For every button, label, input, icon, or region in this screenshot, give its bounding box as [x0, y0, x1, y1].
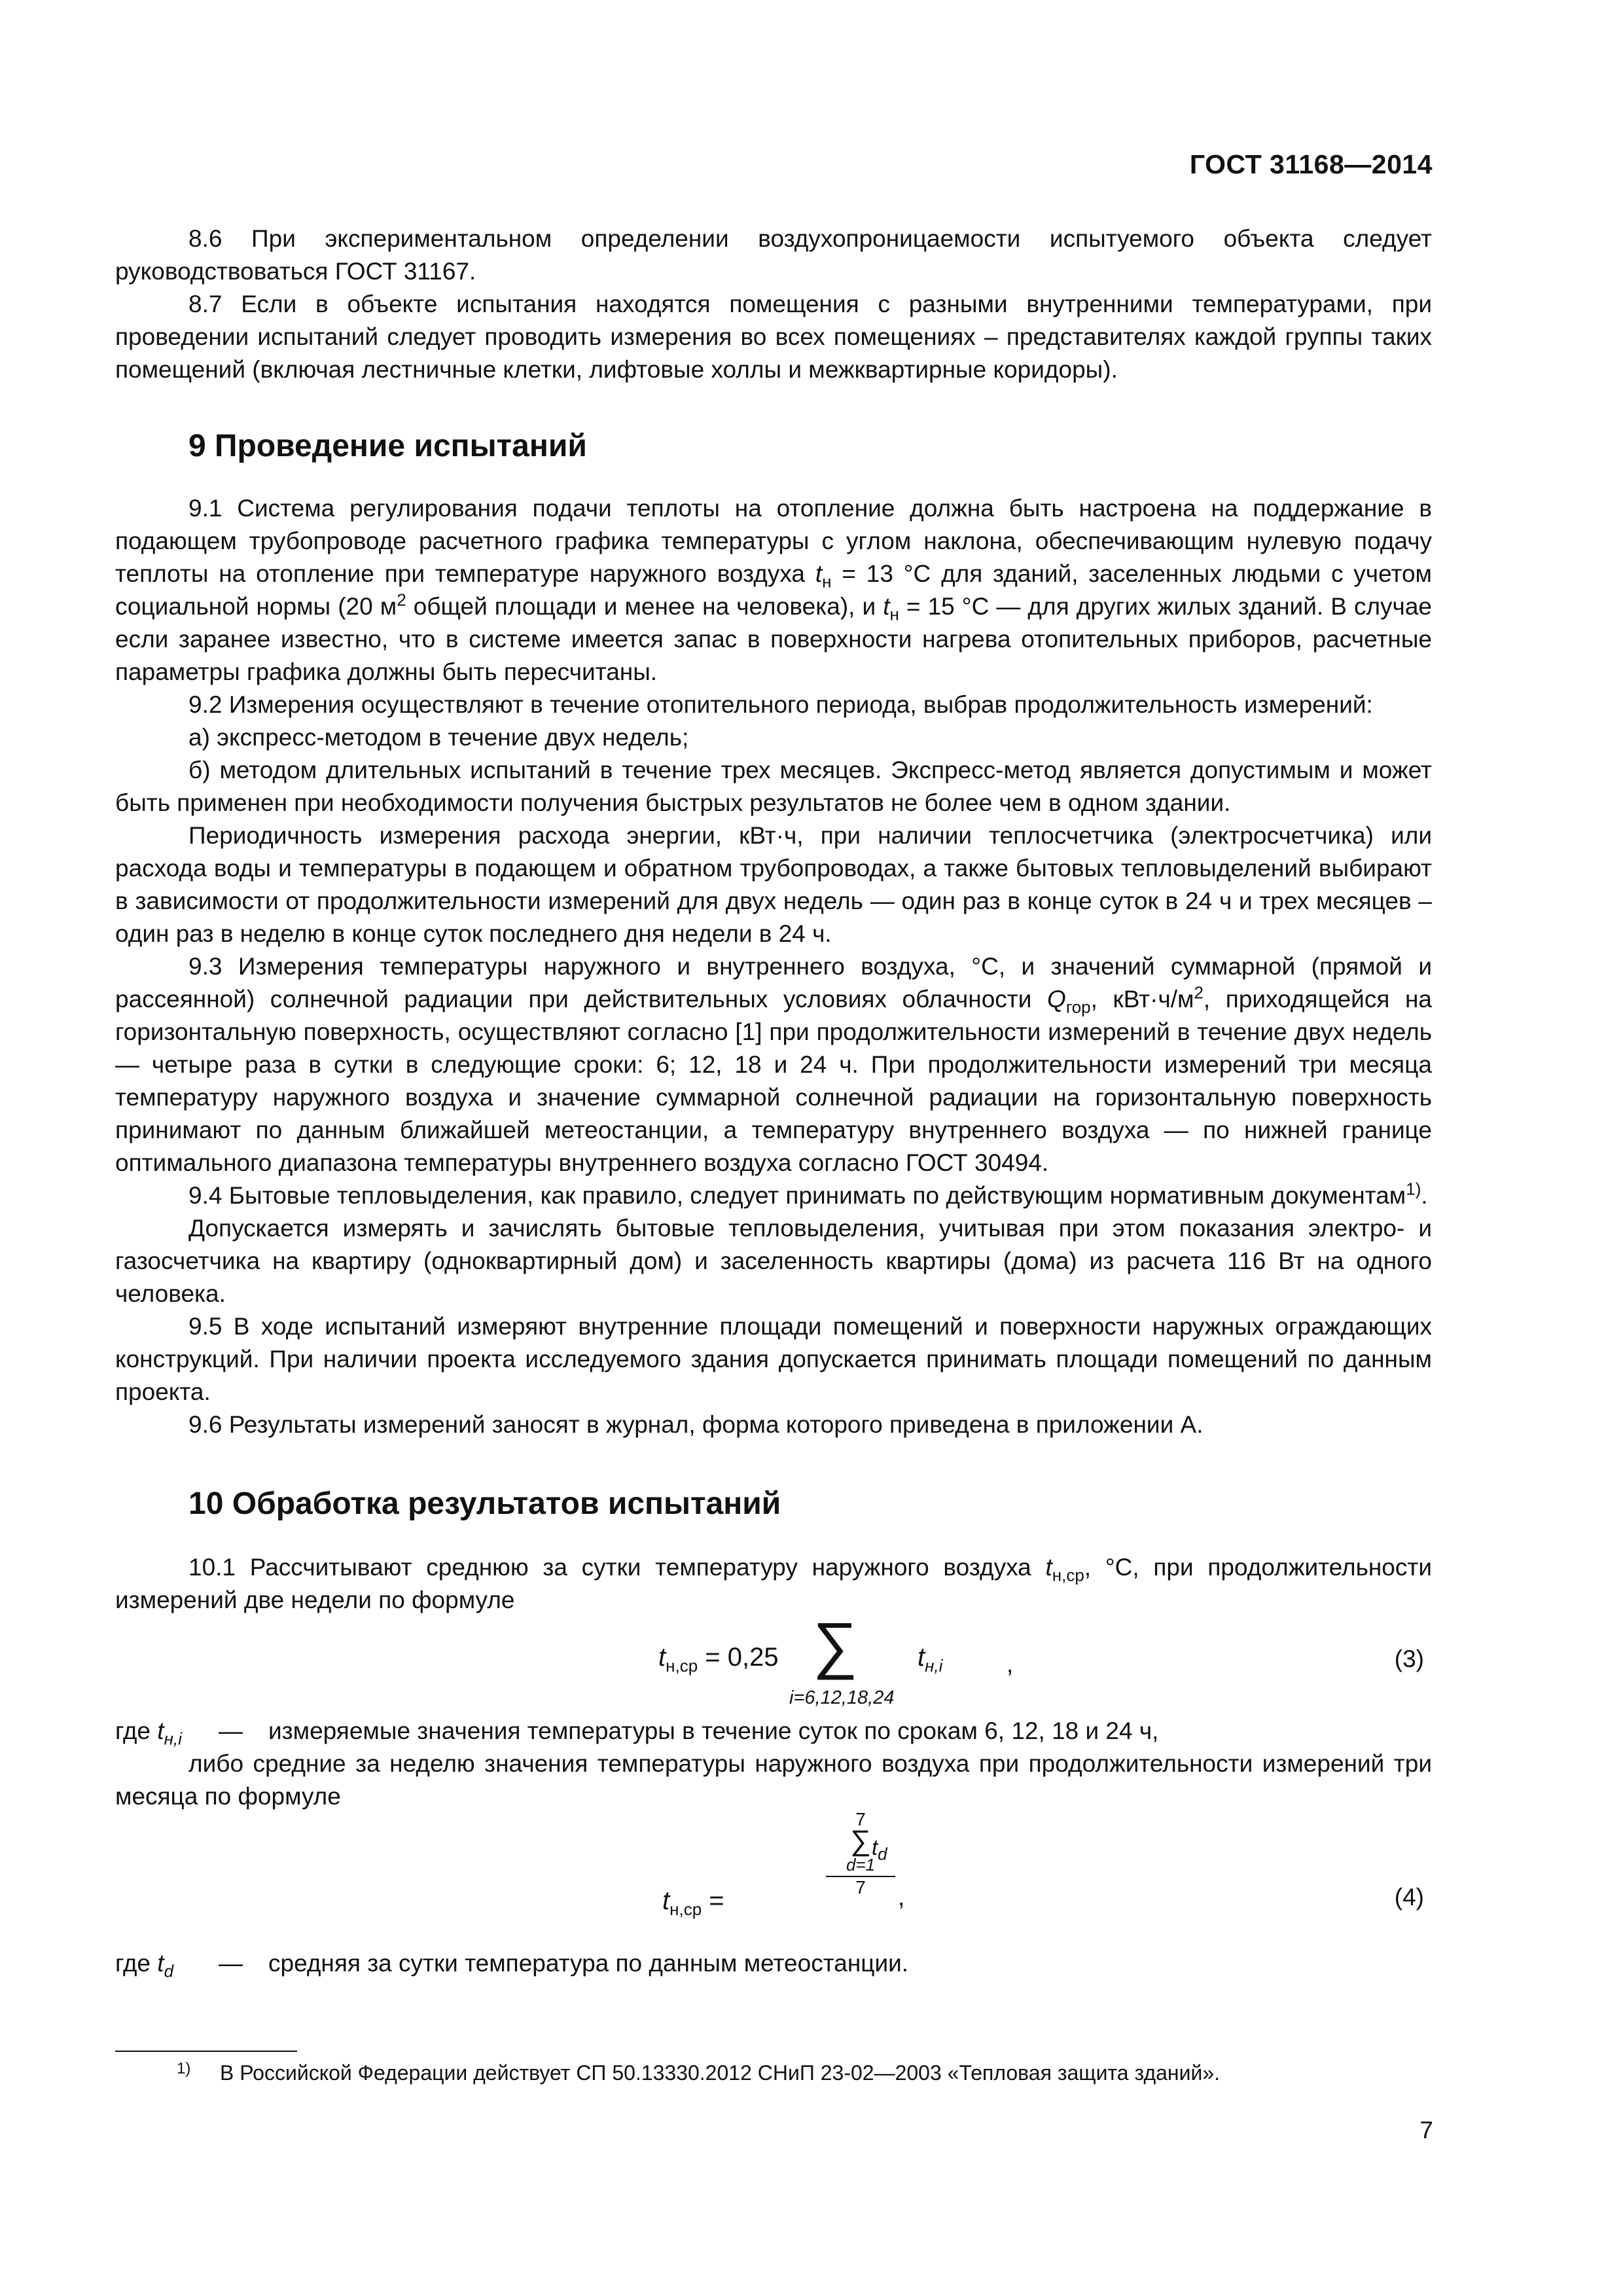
section-10-title: 10 Обработка результатов испытаний — [188, 1486, 781, 1521]
page-body — [115, 223, 1432, 1980]
formula-3-comma: , — [1007, 1651, 1014, 1677]
sum-symbol: ∑ — [813, 1610, 858, 1680]
paragraph-9-4-allowance: Допускается измерять и зачислять бытовые тепловыделения, учитывая при этом показания электро- и газосчетчика на квартиру (одноквартирный дом) и заселенность квартиры (дома) из расчета 116 Вт на одного человека. — [115, 1215, 1432, 1307]
paragraph-9-3: 9.3 Измерения температуры наружного и внутреннего воздуха, °С, и значений суммарной (прямой и рассеянной) солнечной радиации при действительных условиях облачности $Q_{гор}$, $кВт\cdot ч/м^2$, приходящейся на горизонтальную поверхность, осуществляют согласно [1] при продолжительности измерений в течение двух недель — четыре раза в сутки в следующие сроки: 6; 12, 18 и 24 ч. При продолжительности измерений три месяца температуру наружного воздуха и значение суммарной солнечной радиации на горизонтальную поверхность принимают по данным ближайшей метеостанции, а температуру внутреннего воздуха — по нижней границе оптимального диапазона температуры внутреннего воздуха согласно ГОСТ 30494. — [115, 953, 1432, 1176]
footnote-separator — [115, 2051, 297, 2052]
paragraph-8-7: 8.7 Если в объекте испытания находятся помещения с разными внутренними температурами, при проведении испытаний следует проводить измерения во всех помещениях – представителях каждой группы таких помещений (включая лестничные клетки, лифтовые холлы и межквартирные коридоры). — [115, 291, 1432, 383]
formula-4-number: (4) — [1394, 1884, 1424, 1910]
footnote-mark: 1) — [177, 2060, 191, 2077]
sum-index: i=6,12,18,24 — [789, 1687, 895, 1708]
formula-4 — [115, 1809, 1432, 1947]
formula-3-lhs: $t_{н,ср} = 0,25$ — [658, 1643, 779, 1676]
footnote-text: В Российской Федерации действует СП 50.13330.2012 СНиП 23-02—2003 «Тепловая защита зданий». — [220, 2061, 1221, 2085]
formula-4-fraction: 7 ∑ $t_d$ d=1 7 — [826, 1810, 895, 1897]
page-number: 7 — [1419, 2117, 1433, 2144]
paragraph-9-2-a: а) экспресс-методом в течение двух недель; — [188, 724, 689, 751]
document-code: ГОСТ 31168—2014 — [1189, 149, 1433, 179]
formula-4-lhs: $t_{н,ср}$ = — [662, 1886, 724, 1919]
paragraph-9-5: 9.5 В ходе испытаний измеряют внутренние площади помещений и поверхности наружных ограждающих конструкций. При наличии проекта исследуемого здания допускается принимать площади помещений по данным проекта. — [115, 1313, 1432, 1405]
paragraph-alternative: либо средние за неделю значения температуры наружного воздуха при продолжительности измерений три месяца по формуле — [115, 1750, 1432, 1810]
where-definition-1: где $t_{н,i}$ — измеряемые значения температуры в течение суток по срокам 6, 12, 18 и 24 ч, — [115, 1717, 1159, 1749]
paragraph-9-2-b: б) методом длительных испытаний в течение трех месяцев. Экспресс-метод является допустимым и может быть применен при необходимости получения быстрых результатов не более чем в одном здании. — [115, 757, 1432, 816]
footnote-reference: 1) — [1406, 1179, 1421, 1199]
paragraph-9-2-periodicity: Периодичность измерения расхода энергии, кВт·ч, при наличии теплосчетчика (электросчетчика) или расхода воды и температуры в подающем и обратном трубопроводах, а также бытовых тепловыделений выбирают в зависимости от продолжительности измерений для двух недель — один раз в конце суток в 24 ч и трех месяцев – один раз в неделю в конце суток последнего дня недели в 24 ч. — [115, 822, 1432, 947]
formula-3-number: (3) — [1394, 1645, 1424, 1672]
formula-3 — [115, 1610, 1432, 1715]
paragraph-9-6: 9.6 Результаты измерений заносят в журнал, форма которого приведена в приложении А. — [188, 1411, 1204, 1438]
paragraph-8-6: 8.6 При экспериментальном определении воздухопроницаемости испытуемого объекта следует руководствоваться ГОСТ 31167. — [115, 225, 1432, 285]
formula-4-comma: , — [898, 1884, 905, 1910]
paragraph-9-4: 9.4 Бытовые тепловыделения, как правило, следует принимать по действующим нормативным документам$^{1)}$. — [188, 1179, 1428, 1209]
paragraph-9-1: 9.1 Система регулирования подачи теплоты на отопление должна быть настроена на поддержание в подающем трубопроводе расчетного графика температуры с углом наклона, обеспечивающим нулевую подачу теплоты на отопление при температуре наружного воздуха $t_н = 13$ °С для зданий, заселенных людьми с учетом социальной нормы (20 $м^2$ общей площади и менее на человека), и $t_н = 15$ °С — для других жилых зданий. В случае если заранее известно, что в системе имеется запас в поверхности нагрева отопительных приборов, расчетные параметры графика должны быть пересчитаны. — [115, 495, 1432, 685]
formula-3-term: $t_{н,i}$ — [918, 1643, 943, 1676]
where-definition-2: где $t_d$ — средняя за сутки температура по данным метеостанции. — [115, 1950, 909, 1981]
section-9-title: 9 Проведение испытаний — [188, 429, 587, 463]
paragraph-9-2: 9.2 Измерения осуществляют в течение отопительного периода, выбрав продолжительность измерений: — [188, 691, 1373, 718]
paragraph-10-1: 10.1 Рассчитывают среднюю за сутки температуру наружного воздуха $t_{н,ср}$, °С, при продолжительности измерений две недели по формуле — [115, 1554, 1432, 1613]
